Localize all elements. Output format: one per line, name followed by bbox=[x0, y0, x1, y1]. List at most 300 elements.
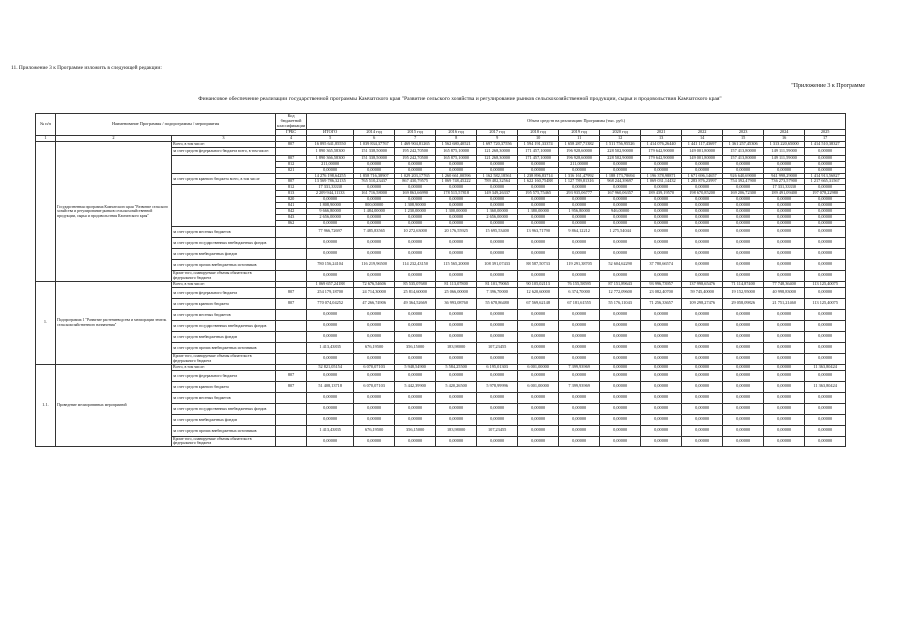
source-label-cell bbox=[172, 185, 276, 227]
grbs-cell: 807 bbox=[276, 141, 307, 147]
value-cell: 0,00000 bbox=[477, 331, 518, 342]
value-cell: 0,00000 bbox=[354, 270, 395, 281]
value-cell: 198 670,85200 bbox=[682, 191, 723, 197]
value-cell: 1 511 756,95526 bbox=[600, 141, 641, 147]
header-col-number: 14 bbox=[682, 135, 723, 141]
value-cell: 0,00000 bbox=[436, 436, 477, 446]
source-label-cell: за счет средств федерального бюджета bbox=[172, 370, 276, 381]
value-cell: 5 442,39900 bbox=[395, 381, 436, 392]
value-cell: 0,00000 bbox=[682, 226, 723, 237]
value-cell: 0,00000 bbox=[436, 161, 477, 167]
value-cell: 149 349,26337 bbox=[477, 191, 518, 197]
value-cell: 0,00000 bbox=[395, 185, 436, 191]
value-cell: 77 748,36400 bbox=[764, 281, 805, 287]
value-cell: 0,00000 bbox=[477, 353, 518, 364]
value-cell: 0,00000 bbox=[395, 237, 436, 248]
value-cell: 0,00000 bbox=[307, 270, 354, 281]
value-cell: 0,00000 bbox=[477, 161, 518, 167]
value-cell: 0,00000 bbox=[600, 425, 641, 436]
value-cell: 0,00000 bbox=[354, 167, 395, 173]
header-total: Объем средств на реализацию Программы (тыс. руб.) bbox=[307, 114, 846, 130]
header-col-number: 11 bbox=[559, 135, 600, 141]
value-cell: 0,00000 bbox=[354, 331, 395, 342]
value-cell: 0,00000 bbox=[559, 425, 600, 436]
value-cell: 165 875,10000 bbox=[436, 147, 477, 155]
value-cell: 90 105,02113 bbox=[518, 281, 559, 287]
value-cell: 149 111,59000 bbox=[764, 147, 805, 155]
grbs-cell: 820 bbox=[276, 197, 307, 203]
value-cell: 926 640,69000 bbox=[723, 173, 764, 179]
value-cell: 0,00000 bbox=[723, 436, 764, 446]
header-col-number: 10 bbox=[518, 135, 559, 141]
value-cell: 0,00000 bbox=[723, 203, 764, 209]
source-label-cell: за счет средств краевого бюджета всего, в том числе bbox=[172, 173, 276, 185]
value-cell: 0,00000 bbox=[805, 331, 846, 342]
value-cell: 0,00000 bbox=[518, 185, 559, 191]
value-cell: 0,00000 bbox=[764, 320, 805, 331]
value-cell: 0,00000 bbox=[518, 320, 559, 331]
value-cell: 0,00000 bbox=[436, 237, 477, 248]
value-cell: 67 181,61555 bbox=[559, 298, 600, 309]
value-cell: 0,00000 bbox=[477, 248, 518, 259]
value-cell: 0,00000 bbox=[307, 392, 354, 403]
value-cell: 6 374,70000 bbox=[559, 287, 600, 298]
value-cell: 0,00000 bbox=[682, 203, 723, 209]
grbs-cell: 807 bbox=[276, 155, 307, 161]
value-cell: 0,00000 bbox=[764, 425, 805, 436]
value-cell: 1 414 076,26440 bbox=[641, 141, 682, 147]
value-cell: 0,00000 bbox=[682, 185, 723, 191]
value-cell: 0,00000 bbox=[805, 370, 846, 381]
value-cell: 0,00000 bbox=[354, 414, 395, 425]
value-cell: 0,00000 bbox=[518, 215, 559, 221]
value-cell: 171 457,10000 bbox=[518, 147, 559, 155]
value-cell: 72 676,54606 bbox=[354, 281, 395, 287]
value-cell: 88 587,50733 bbox=[518, 259, 559, 270]
value-cell: 167 960,06357 bbox=[600, 191, 641, 197]
value-cell: 0,00000 bbox=[723, 221, 764, 227]
value-cell: 0,00000 bbox=[559, 248, 600, 259]
value-cell: 0,00000 bbox=[354, 185, 395, 191]
financing-table bbox=[35, 113, 846, 447]
value-cell: 113 125,40075 bbox=[805, 281, 846, 287]
value-cell: 0,00000 bbox=[518, 309, 559, 320]
value-cell: 0,00000 bbox=[307, 436, 354, 446]
value-cell: 0,00000 bbox=[518, 342, 559, 353]
value-cell: 1 069 657,24188 bbox=[307, 281, 354, 287]
header-col-number: 5 bbox=[307, 135, 354, 141]
value-cell: 0,00000 bbox=[354, 221, 395, 227]
value-cell: 0,00000 bbox=[600, 237, 641, 248]
value-cell: 0,00000 bbox=[395, 414, 436, 425]
value-cell: 0,00000 bbox=[518, 197, 559, 203]
grbs-cell bbox=[276, 237, 307, 248]
row-number-cell: 1. bbox=[36, 281, 56, 364]
grbs-cell: 807 bbox=[276, 381, 307, 392]
value-cell: 228 502,90000 bbox=[600, 155, 641, 161]
value-cell: 0,00000 bbox=[723, 320, 764, 331]
value-cell: 0,00000 bbox=[641, 237, 682, 248]
value-cell: 1 890 366,58300 bbox=[307, 155, 354, 161]
grbs-cell bbox=[276, 270, 307, 281]
grbs-cell bbox=[276, 320, 307, 331]
value-cell: 0,00000 bbox=[805, 320, 846, 331]
value-cell: 195 575,75465 bbox=[518, 191, 559, 197]
value-cell: 0,00000 bbox=[354, 215, 395, 221]
header-kbk: Код бюджетной классификации bbox=[277, 113, 306, 128]
value-cell: 0,00000 bbox=[723, 414, 764, 425]
value-cell: 0,00000 bbox=[600, 342, 641, 353]
value-cell: 0,00000 bbox=[641, 203, 682, 209]
value-cell: 1 658 287,71382 bbox=[559, 141, 600, 147]
value-cell: 1 300,00000 bbox=[436, 209, 477, 215]
value-cell: 0,00000 bbox=[764, 353, 805, 364]
value-cell: 0,00000 bbox=[723, 215, 764, 221]
value-cell: 77 966,72697 bbox=[307, 226, 354, 237]
value-cell: 0,00000 bbox=[682, 209, 723, 215]
value-cell: 0,00000 bbox=[477, 370, 518, 381]
value-cell: 1 956,80000 bbox=[559, 209, 600, 215]
value-cell: 0,00000 bbox=[805, 221, 846, 227]
value-cell: 0,00000 bbox=[477, 221, 518, 227]
value-cell: 107,23455 bbox=[477, 425, 518, 436]
value-cell: 0,00000 bbox=[764, 309, 805, 320]
value-cell: 0,00000 bbox=[600, 167, 641, 173]
program-name-cell: Государственная программа Камчатского края "Развитие сельского хозяйства и регулирование рынков сельскохозяйственной продукции, сырья и продовольствия Камчатского края" bbox=[56, 141, 172, 281]
value-cell: 81 113,07800 bbox=[436, 281, 477, 287]
header-col-number: 15 bbox=[723, 135, 764, 141]
value-cell: 0,00000 bbox=[641, 270, 682, 281]
header-col-number: 8 bbox=[436, 135, 477, 141]
value-cell: 0,00000 bbox=[805, 287, 846, 298]
value-cell: 0,00000 bbox=[477, 309, 518, 320]
header-year: 2017 год bbox=[477, 129, 518, 135]
value-cell: 108 391,07433 bbox=[477, 259, 518, 270]
value-cell: 0,00000 bbox=[600, 248, 641, 259]
value-cell: 0,00000 bbox=[805, 342, 846, 353]
value-cell: 1 196 378,98871 bbox=[641, 173, 682, 179]
header-grbs: ГРБС bbox=[276, 129, 307, 135]
value-cell: 0,00000 bbox=[723, 237, 764, 248]
value-cell: 11 363,80424 bbox=[805, 364, 846, 370]
value-cell: 0,00000 bbox=[477, 320, 518, 331]
value-cell: 0,00000 bbox=[805, 226, 846, 237]
document-title: Финансовое обеспечение реализации государственной программы Камчатского края "Развитие сельского хозяйства и регулирование рынков сельскохозяйственной продукции, сырья и продовольствия Камчатского края" bbox=[198, 96, 722, 102]
value-cell: 121 268,30000 bbox=[477, 155, 518, 161]
value-cell: 0,00000 bbox=[307, 197, 354, 203]
value-cell: 1 622 160,75488 bbox=[518, 179, 559, 185]
value-cell: 0,00000 bbox=[518, 248, 559, 259]
value-cell: 0,00000 bbox=[559, 167, 600, 173]
value-cell: 0,00000 bbox=[682, 197, 723, 203]
row-number-cell: 1.1. bbox=[36, 364, 56, 446]
source-label-cell: за счет средств государственных внебюджетных фондов bbox=[172, 403, 276, 414]
value-cell: 23 082,40700 bbox=[641, 287, 682, 298]
value-cell: 780 156,24104 bbox=[307, 259, 354, 270]
value-cell: 0,00000 bbox=[723, 364, 764, 370]
value-cell: 0,00000 bbox=[307, 370, 354, 381]
value-cell: 7 485,83565 bbox=[354, 226, 395, 237]
value-cell: 0,00000 bbox=[600, 185, 641, 191]
header-col-number: 16 bbox=[764, 135, 805, 141]
value-cell: 0,00000 bbox=[682, 425, 723, 436]
source-label-cell: за счет средств внебюджетных фондов bbox=[172, 414, 276, 425]
value-cell: 0,00000 bbox=[723, 331, 764, 342]
value-cell: 1 858 716,38907 bbox=[354, 173, 395, 179]
value-cell: 0,00000 bbox=[805, 167, 846, 173]
value-cell: 0,00000 bbox=[600, 320, 641, 331]
value-cell: 0,00000 bbox=[805, 259, 846, 270]
value-cell: 0,00000 bbox=[354, 436, 395, 446]
value-cell: 189 491,09400 bbox=[764, 191, 805, 197]
value-cell: 1 039 834,37767 bbox=[354, 141, 395, 147]
value-cell: 0,00000 bbox=[354, 237, 395, 248]
value-cell: 0,00000 bbox=[518, 237, 559, 248]
value-cell: 14 276 198,64255 bbox=[307, 173, 354, 179]
value-cell: 6 070,07103 bbox=[354, 381, 395, 392]
value-cell: 1 414 510,38327 bbox=[805, 141, 846, 147]
value-cell: 114 232,43150 bbox=[395, 259, 436, 270]
grbs-cell bbox=[276, 436, 307, 446]
value-cell: 0,00000 bbox=[805, 203, 846, 209]
value-cell: 1 890 365,58300 bbox=[307, 147, 354, 155]
value-cell: 6 195,01303 bbox=[477, 364, 518, 370]
value-cell: 12 772,09600 bbox=[600, 287, 641, 298]
value-cell: 196 928,60000 bbox=[559, 155, 600, 161]
value-cell: 0,00000 bbox=[436, 331, 477, 342]
value-cell: 0,00000 bbox=[395, 436, 436, 446]
header-year: 2015 год bbox=[395, 129, 436, 135]
value-cell: 87 151,89643 bbox=[600, 281, 641, 287]
value-cell: 0,00000 bbox=[641, 403, 682, 414]
value-cell: 5 584,25500 bbox=[436, 364, 477, 370]
header-name: Наименование Программы / подпрограммы / мероприятия bbox=[56, 114, 276, 136]
value-cell: 0,00000 bbox=[395, 320, 436, 331]
value-cell: 0,00000 bbox=[600, 436, 641, 446]
value-cell: 0,00000 bbox=[477, 270, 518, 281]
value-cell: 0,00000 bbox=[641, 309, 682, 320]
value-cell: 1 414 913,56827 bbox=[805, 173, 846, 179]
source-label-cell: Всего, в том числе: bbox=[172, 364, 276, 370]
value-cell: 76 155,58595 bbox=[559, 281, 600, 287]
value-cell: 47 266,74906 bbox=[354, 298, 395, 309]
header-col-number: 2 bbox=[56, 135, 172, 141]
value-cell: 0,00000 bbox=[682, 248, 723, 259]
value-cell: 195 242,70500 bbox=[395, 147, 436, 155]
value-cell: 676,19500 bbox=[354, 342, 395, 353]
value-cell: 169 206,72300 bbox=[723, 191, 764, 197]
header-year: 2025 bbox=[805, 129, 846, 135]
value-cell: 0,00000 bbox=[518, 414, 559, 425]
header-year: 2019 год bbox=[559, 129, 600, 135]
value-cell: 0,00000 bbox=[395, 248, 436, 259]
value-cell: 0,00000 bbox=[354, 248, 395, 259]
value-cell: 0,00000 bbox=[682, 353, 723, 364]
value-cell: 81 101,79065 bbox=[477, 281, 518, 287]
value-cell: 0,00000 bbox=[682, 331, 723, 342]
value-cell: 0,00000 bbox=[395, 331, 436, 342]
value-cell: 0,00000 bbox=[764, 381, 805, 392]
value-cell: 116 219,96500 bbox=[354, 259, 395, 270]
grbs-cell: 862 bbox=[276, 221, 307, 227]
value-cell: 55 176,11043 bbox=[600, 298, 641, 309]
value-cell: 1 413,43835 bbox=[307, 342, 354, 353]
grbs-cell bbox=[276, 414, 307, 425]
value-cell: 40 998,83000 bbox=[764, 287, 805, 298]
value-cell: 49 364,52669 bbox=[395, 298, 436, 309]
value-cell: 0,00000 bbox=[805, 197, 846, 203]
value-cell: 0,00000 bbox=[682, 215, 723, 221]
value-cell: 0,00000 bbox=[600, 392, 641, 403]
grbs-cell bbox=[276, 342, 307, 353]
value-cell: 0,00000 bbox=[354, 320, 395, 331]
value-cell: 0,00000 bbox=[395, 309, 436, 320]
value-cell: 1 413,43835 bbox=[307, 425, 354, 436]
value-cell: 5 420,26500 bbox=[436, 381, 477, 392]
value-cell: 0,00000 bbox=[682, 320, 723, 331]
value-cell: 0,00000 bbox=[559, 237, 600, 248]
value-cell: 0,00000 bbox=[436, 353, 477, 364]
event-name-cell: Проведение мелиоративных мероприятий bbox=[56, 364, 172, 446]
grbs-cell: 842 bbox=[276, 209, 307, 215]
value-cell: 0,00000 bbox=[723, 248, 764, 259]
value-cell: 0,00000 bbox=[559, 270, 600, 281]
value-cell: 9 666,80000 bbox=[307, 209, 354, 215]
value-cell: 67 569,62148 bbox=[518, 298, 559, 309]
value-cell: 765 510,23437 bbox=[354, 179, 395, 185]
value-cell: 0,00000 bbox=[307, 309, 354, 320]
value-cell: 1 238 896,83714 bbox=[518, 173, 559, 179]
value-cell: 1 308,90000 bbox=[395, 203, 436, 209]
value-cell: 0,00000 bbox=[518, 203, 559, 209]
value-cell: 1 260 661,00596 bbox=[436, 173, 477, 179]
value-cell: 0,00000 bbox=[395, 197, 436, 203]
source-label-cell: за счет средств прочих внебюджетных источников bbox=[172, 342, 276, 353]
header-year: 2021 bbox=[641, 129, 682, 135]
value-cell: 0,00000 bbox=[682, 161, 723, 167]
value-cell: 0,00000 bbox=[682, 221, 723, 227]
value-cell: 0,00000 bbox=[436, 197, 477, 203]
value-cell: 179 642,90000 bbox=[641, 147, 682, 155]
value-cell: 0,00000 bbox=[518, 167, 559, 173]
value-cell: 12 620,60000 bbox=[518, 287, 559, 298]
value-cell: 0,00000 bbox=[600, 331, 641, 342]
row-number-cell bbox=[36, 141, 56, 281]
value-cell: 0,00000 bbox=[477, 197, 518, 203]
value-cell: 0,00000 bbox=[600, 403, 641, 414]
value-cell: 25 814,60000 bbox=[395, 287, 436, 298]
value-cell: 0,00000 bbox=[477, 203, 518, 209]
value-cell: 0,00000 bbox=[723, 270, 764, 281]
value-cell: 0,00000 bbox=[477, 237, 518, 248]
value-cell: 0,00000 bbox=[307, 248, 354, 259]
source-label-cell: за счет средств местных бюджетов bbox=[172, 392, 276, 403]
value-cell: 0,00000 bbox=[354, 403, 395, 414]
value-cell: 0,00000 bbox=[436, 392, 477, 403]
value-cell: 0,00000 bbox=[600, 215, 641, 221]
value-cell: 0,00000 bbox=[354, 161, 395, 167]
source-label-cell: за счет средств федерального бюджета bbox=[172, 287, 276, 298]
value-cell: 0,00000 bbox=[682, 414, 723, 425]
value-cell: 0,00000 bbox=[395, 353, 436, 364]
value-cell: 7 399,93969 bbox=[559, 381, 600, 392]
value-cell: 770 074,04252 bbox=[307, 298, 354, 309]
value-cell: 0,00000 bbox=[805, 161, 846, 167]
value-cell: 1 217 665,31567 bbox=[805, 179, 846, 185]
grbs-cell: 812 bbox=[276, 185, 307, 191]
source-label-cell: за счет средств государственных внебюджетных фондов bbox=[172, 237, 276, 248]
value-cell: 0,00000 bbox=[682, 167, 723, 173]
value-cell: 0,00000 bbox=[723, 197, 764, 203]
value-cell: 946,00000 bbox=[600, 209, 641, 215]
source-label-cell bbox=[172, 155, 276, 173]
value-cell: 0,00000 bbox=[436, 320, 477, 331]
header-year: 2018 год bbox=[518, 129, 559, 135]
value-cell: 1 808,90000 bbox=[307, 203, 354, 209]
value-cell: 1 469 904,81265 bbox=[395, 141, 436, 147]
value-cell: 0,00000 bbox=[764, 331, 805, 342]
value-cell: 1 484,00000 bbox=[354, 209, 395, 215]
value-cell: 0,00000 bbox=[682, 309, 723, 320]
value-cell: 196 928,60000 bbox=[559, 147, 600, 155]
value-cell: 165 875,10000 bbox=[436, 155, 477, 161]
value-cell: 24 714,30000 bbox=[354, 287, 395, 298]
value-cell: 0,00000 bbox=[682, 381, 723, 392]
value-cell: 0,00000 bbox=[518, 221, 559, 227]
value-cell: 0,00000 bbox=[518, 425, 559, 436]
value-cell: 85 535,07680 bbox=[395, 281, 436, 287]
source-label-cell: за счет средств прочих внебюджетных источников bbox=[172, 259, 276, 270]
grbs-cell: 807 bbox=[276, 179, 307, 185]
value-cell: 0,00000 bbox=[559, 342, 600, 353]
value-cell: 754 392,47900 bbox=[723, 179, 764, 185]
value-cell: 0,00000 bbox=[518, 270, 559, 281]
top-note: 11. Приложение 3 к Программе изложить в следующей редакции: bbox=[11, 65, 162, 71]
value-cell: 52 604,62290 bbox=[600, 259, 641, 270]
value-cell: 0,00000 bbox=[805, 309, 846, 320]
value-cell: 0,00000 bbox=[682, 370, 723, 381]
value-cell: 0,00000 bbox=[641, 414, 682, 425]
header-year: 2023 bbox=[723, 129, 764, 135]
value-cell: 1 029 203,17765 bbox=[395, 173, 436, 179]
value-cell: 0,00000 bbox=[600, 203, 641, 209]
value-cell: 0,00000 bbox=[641, 185, 682, 191]
source-label-cell: за счет средств федерального бюджета всего, в том числе: bbox=[172, 147, 276, 155]
value-cell: 1 127 789,81316 bbox=[559, 179, 600, 185]
subprogram-name-cell: Подпрограмма 1 "Развитие растениеводства и мелиорации земель сельскохозяйственного назначения" bbox=[56, 281, 172, 364]
value-cell: 157 413,80000 bbox=[723, 147, 764, 155]
value-cell: 107,23455 bbox=[477, 342, 518, 353]
value-cell: 37 780,66574 bbox=[641, 259, 682, 270]
value-cell: 0,00000 bbox=[641, 161, 682, 167]
value-cell: 0,00000 bbox=[723, 392, 764, 403]
value-cell: 356,15000 bbox=[395, 425, 436, 436]
value-cell: 113 125,40075 bbox=[805, 298, 846, 309]
value-cell: 0,00000 bbox=[641, 167, 682, 173]
header-year: 2024 bbox=[764, 129, 805, 135]
value-cell: 1 361 257,45306 bbox=[723, 141, 764, 147]
value-cell: 137 998,65476 bbox=[682, 281, 723, 287]
value-cell: 21 751,21460 bbox=[764, 298, 805, 309]
value-cell: 0,00000 bbox=[559, 215, 600, 221]
value-cell: 115 565,20000 bbox=[436, 259, 477, 270]
value-cell: 0,00000 bbox=[723, 425, 764, 436]
value-cell: 0,00000 bbox=[600, 270, 641, 281]
grbs-cell bbox=[276, 226, 307, 237]
header-col-number: 4 bbox=[276, 135, 307, 141]
value-cell: 2 656,00000 bbox=[477, 215, 518, 221]
value-cell: 1 562 680,40521 bbox=[436, 141, 477, 147]
